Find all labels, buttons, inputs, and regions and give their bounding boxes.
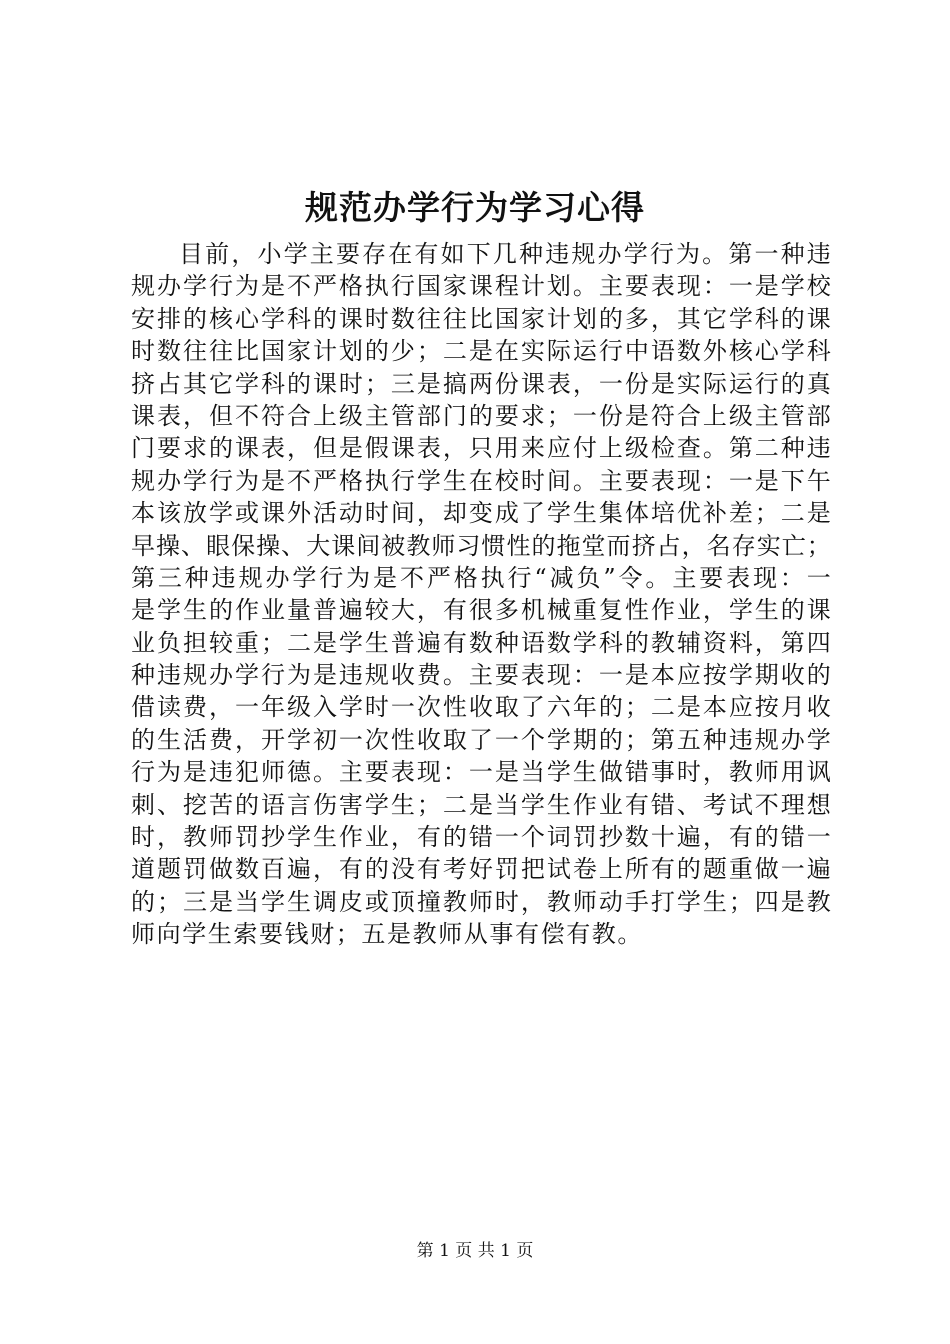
page-number-footer: 第 1 页 共 1 页 (416, 1241, 534, 1261)
document-body (131, 238, 831, 951)
body-line: 本该放学或课外活动时间，却变成了学生集体培优补差；二是 (131, 499, 831, 528)
body-line: 刺、挖苦的语言伤害学生；二是当学生作业有错、考试不理想 (131, 790, 831, 819)
body-line: 借读费，一年级入学时一次性收取了六年的；二是本应按月收 (131, 693, 831, 722)
body-line: 的生活费，开学初一次性收取了一个学期的；第五种违规办学 (131, 725, 831, 754)
body-line: 行为是违犯师德。主要表现：一是当学生做错事时，教师用讽 (131, 758, 831, 787)
body-line: 时数往往比国家计划的少；二是在实际运行中语数外核心学科 (131, 337, 831, 366)
body-line: 时，教师罚抄学生作业，有的错一个词罚抄数十遍，有的错一 (131, 823, 831, 852)
body-line: 课表，但不符合上级主管部门的要求；一份是符合上级主管部 (131, 401, 831, 430)
body-line: 门要求的课表，但是假课表，只用来应付上级检查。第二种违 (131, 434, 831, 463)
body-line: 规办学行为是不严格执行学生在校时间。主要表现：一是下午 (131, 466, 831, 495)
body-line: 规办学行为是不严格执行国家课程计划。主要表现：一是学校 (131, 272, 831, 301)
body-line: 的；三是当学生调皮或顶撞教师时，教师动手打学生；四是教 (131, 887, 831, 916)
body-line: 业负担较重；二是学生普遍有数种语数学科的教辅资料，第四 (131, 628, 831, 657)
body-line: 安排的核心学科的课时数往往比国家计划的多，其它学科的课 (131, 304, 831, 333)
body-line: 道题罚做数百遍，有的没有考好罚把试卷上所有的题重做一遍 (131, 855, 831, 884)
body-line: 师向学生索要钱财；五是教师从事有偿有教。 (131, 920, 643, 949)
body-line: 早操、眼保操、大课间被教师习惯性的拖堂而挤占，名存实亡； (131, 531, 831, 560)
body-line: 是学生的作业量普遍较大，有很多机械重复性作业，学生的课 (131, 596, 831, 625)
document-title: 规范办学行为学习心得 (305, 188, 645, 227)
body-line: 目前，小学主要存在有如下几种违规办学行为。第一种违 (179, 240, 831, 268)
body-line: 挤占其它学科的课时；三是搞两份课表，一份是实际运行的真 (131, 369, 831, 398)
body-line: 第三种违规办学行为是不严格执行“减负”令。主要表现：一 (131, 563, 831, 592)
body-line: 种违规办学行为是违规收费。主要表现：一是本应按学期收的 (131, 661, 831, 690)
